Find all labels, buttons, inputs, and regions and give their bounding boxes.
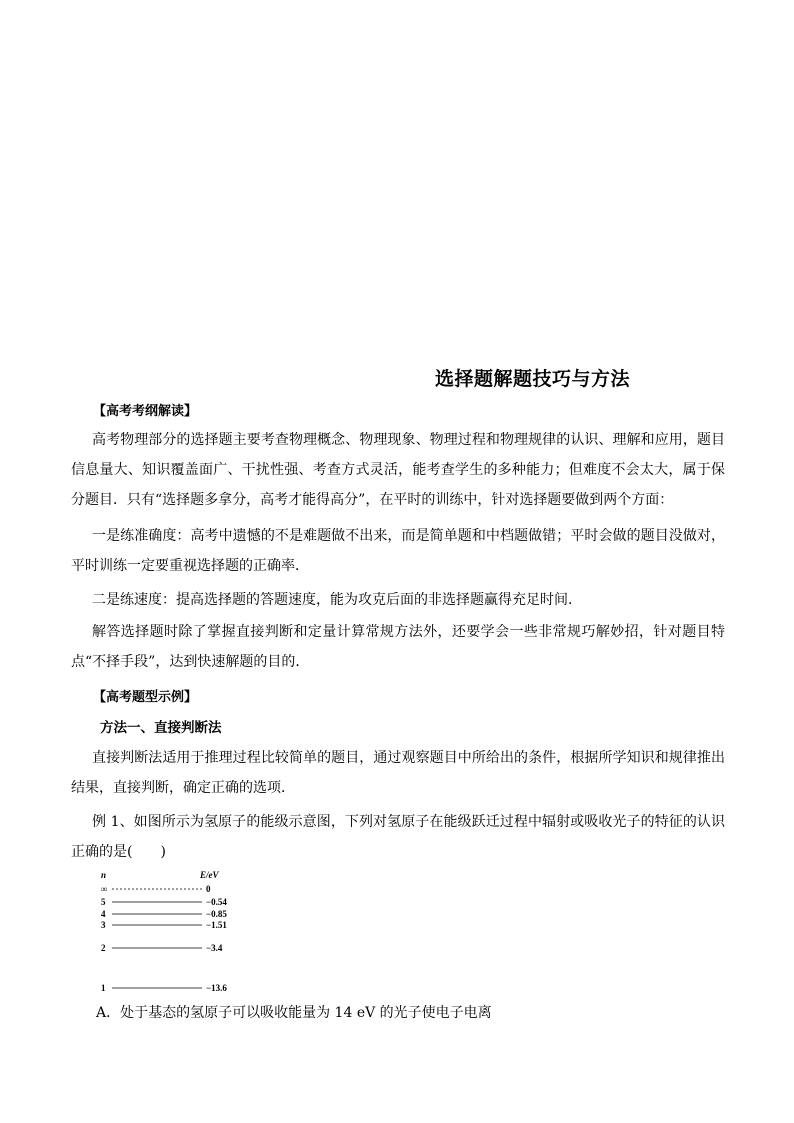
paragraph-tricks: 解答选择题时除了掌握直接判断和定量计算常规方法外，还要学会一些非常规巧解妙招，针对题目特点“不择手段”，达到快速解题的目的． [71,624,725,670]
paragraph-speed: 二是练速度：提高选择题的答题速度，能为攻克后面的非选择题赢得充足时间． [92,592,582,608]
section-heading-syllabus: 【高考考纲解读】 [93,404,198,419]
paragraph-method-desc: 直接判断法适用于推理过程比较简单的题目，通过观察题目中所给出的条件，根据所学知识和规律推出结果，直接判断，确定正确的选项． [71,750,725,796]
level-label-n: 3 [101,920,106,930]
level-label-energy: −3.4 [206,943,223,953]
document-title: 选择题解题技巧与方法 [435,368,631,390]
level-label-n: 2 [101,943,106,953]
axis-label-n: n [101,870,107,880]
level-label-n: 5 [101,897,106,907]
method-title: 方法一、直接判断法 [100,720,222,736]
level-label-energy: −0.54 [206,897,227,907]
level-label-energy: −13.6 [206,983,227,993]
level-label-n: 1 [101,983,106,993]
paragraph-accuracy: 一是练准确度：高考中遗憾的不是难题做不出来，而是简单题和中档题做错；平时会做的题目没做对，平时训练一定要重视选择题的正确率． [71,528,725,574]
option-a: A．处于基态的氢原子可以吸收能量为 14 eV 的光子使电子电离 [96,1005,492,1021]
level-label-n: 4 [101,909,106,919]
paragraph-intro: 高考物理部分的选择题主要考查物理概念、物理现象、物理过程和物理规律的认识、理解和应用，题目信息量大、知识覆盖面广、干扰性强、考查方式灵活，能考查学生的多种能力；但难度不会太大，属于保分题目．只有“选择题多拿分，高考才能得高分”，在平时的训练中，针对选择题要做到两个方面： [71,432,725,508]
paragraph-example: 例 1、如图所示为氢原子的能级示意图，下列对氢原子在能级跃迁过程中辐射或吸收光子的特征的认识正确的是( ) [71,814,725,860]
level-label-n: ∞ [101,884,108,894]
level-label-energy: 0 [206,884,211,894]
level-label-energy: −1.51 [206,920,227,930]
level-label-energy: −0.85 [206,909,227,919]
axis-label-energy: E/eV [200,870,219,880]
section-heading-examples: 【高考题型示例】 [93,690,198,705]
energy-level-diagram [96,868,276,998]
